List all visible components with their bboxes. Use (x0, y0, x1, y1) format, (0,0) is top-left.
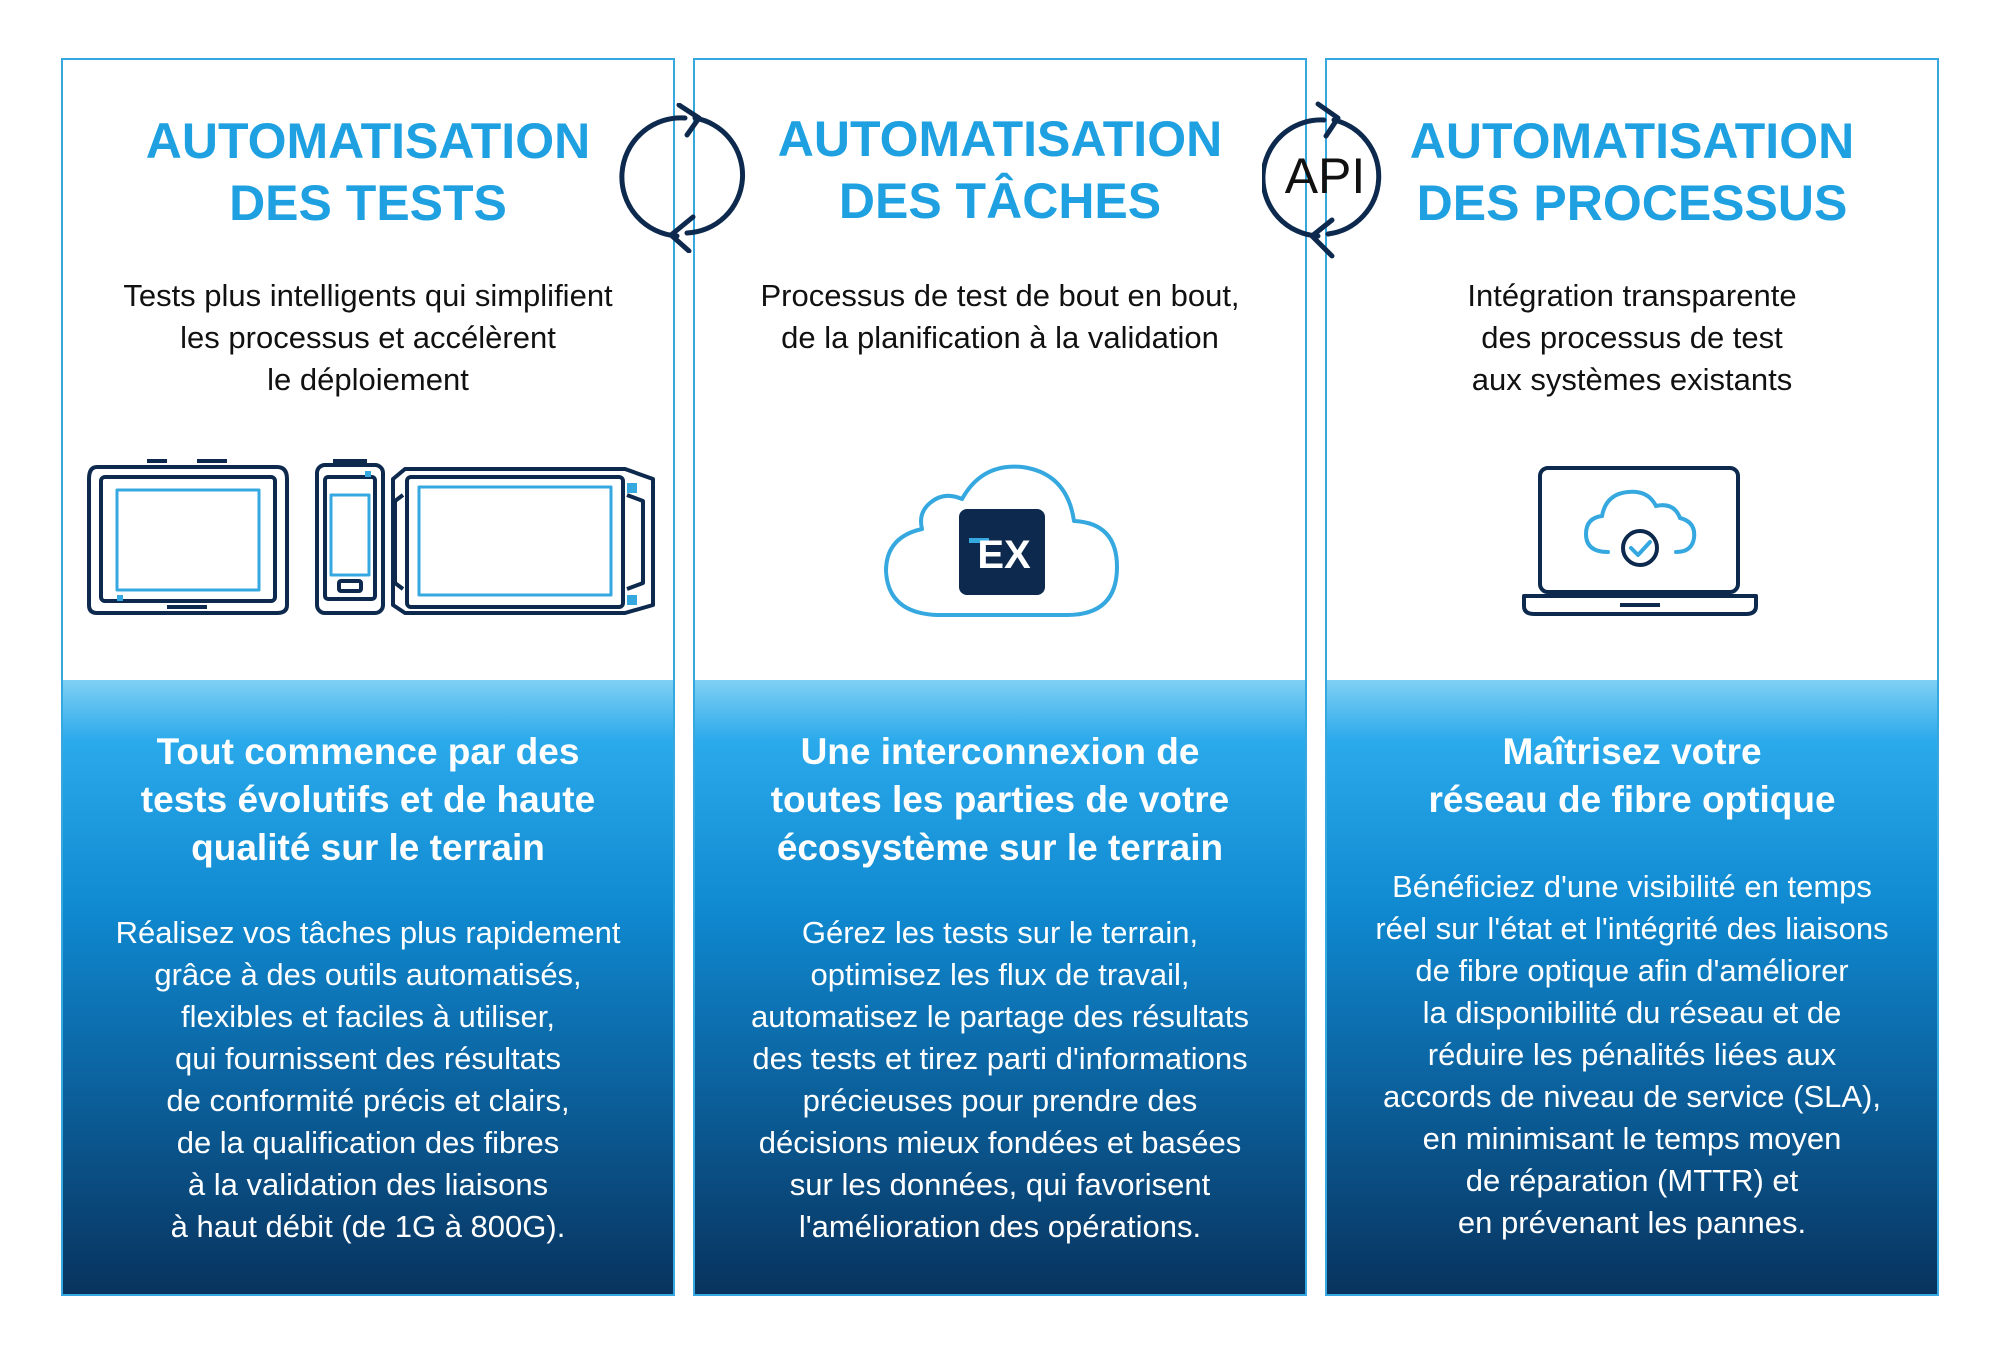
api-cycle-icon (1262, 100, 1388, 260)
band-body-line: l'amélioration des opérations. (798, 1209, 1202, 1244)
title-line: DES TESTS (229, 175, 507, 231)
title-line: DES TÂCHES (838, 173, 1162, 229)
band-body-line: des tests et tirez parti d'informations (752, 1041, 1248, 1076)
band-body-line: accords de niveau de service (SLA), (1383, 1079, 1881, 1114)
band-body-line: à la validation des liaisons (187, 1167, 549, 1202)
band-body-line: de réparation (MTTR) et (1465, 1163, 1799, 1198)
band-title-line: Une interconnexion de (800, 731, 1200, 772)
subtitle-line: Tests plus intelligents qui simplifient (123, 278, 613, 313)
subtitle-line: Processus de test de bout en bout, (760, 278, 1240, 313)
ex-logo-text: EX (977, 533, 1031, 577)
band-body-line: réel sur l'état et l'intégrité des liaisons (1375, 911, 1889, 946)
title-line: DES PROCESSUS (1416, 175, 1848, 231)
cloud-ex-icon (882, 455, 1122, 625)
subtitle-line: Intégration transparente (1467, 278, 1797, 313)
band-body-line: grâce à des outils automatisés, (154, 957, 582, 992)
band-body-line: flexibles et faciles à utiliser, (181, 999, 555, 1034)
subtitle-line: les processus et accélèrent (180, 320, 556, 355)
column-title (695, 108, 1305, 232)
band-title-line: toutes les parties de votre (770, 779, 1230, 820)
band-body-line: en prévenant les pannes. (1457, 1205, 1807, 1240)
title-line: AUTOMATISATION (1409, 113, 1855, 169)
band-body-line: Gérez les tests sur le terrain, (801, 915, 1199, 950)
band-title-line: tests évolutifs et de haute (140, 779, 596, 820)
band-body-line: Bénéficiez d'une visibilité en temps (1392, 869, 1872, 904)
band-title (1341, 728, 1923, 824)
api-label: API (1284, 148, 1366, 204)
band-body-line: précieuses pour prendre des (802, 1083, 1198, 1118)
laptop-cloud-check-icon (1520, 460, 1760, 620)
subtitle-line: aux systèmes existants (1471, 362, 1793, 397)
column-title (1327, 110, 1937, 234)
column-tests-automation (61, 58, 675, 1296)
cycle-arrows-icon (619, 103, 749, 253)
band-body-line: à haut débit (de 1G à 800G). (170, 1209, 566, 1244)
column-title (63, 110, 673, 234)
column-subtitle (1347, 275, 1917, 401)
test-devices-icon (87, 455, 657, 615)
column-tasks-automation (693, 58, 1307, 1296)
subtitle-line: de la planification à la validation (781, 320, 1219, 355)
column-subtitle (715, 275, 1285, 359)
column-band (695, 680, 1305, 1294)
band-title-line: qualité sur le terrain (191, 827, 545, 868)
title-line: AUTOMATISATION (777, 111, 1223, 167)
band-body-line: qui fournissent des résultats (175, 1041, 561, 1076)
title-line: AUTOMATISATION (145, 113, 591, 169)
band-title-line: réseau de fibre optique (1428, 779, 1836, 820)
column-band (1327, 680, 1937, 1294)
band-body-line: optimisez les flux de travail, (810, 957, 1190, 992)
band-body-line: de conformité précis et clairs, (166, 1083, 570, 1118)
band-body (73, 912, 663, 1248)
band-body-line: Réalisez vos tâches plus rapidement (115, 915, 621, 950)
band-body-line: de la qualification des fibres (176, 1125, 560, 1160)
band-body-line: réduire les pénalités liées aux (1427, 1037, 1837, 1072)
band-title-line: écosystème sur le terrain (776, 827, 1224, 868)
subtitle-line: le déploiement (267, 362, 469, 397)
band-body-line: la disponibilité du réseau et de (1422, 995, 1842, 1030)
band-body (1337, 866, 1927, 1244)
band-title-line: Maîtrisez votre (1502, 731, 1762, 772)
column-band (63, 680, 673, 1294)
band-body-line: décisions mieux fondées et basées (758, 1125, 1242, 1160)
band-body-line: automatisez le partage des résultats (751, 999, 1249, 1034)
column-subtitle (83, 275, 653, 401)
band-title-line: Tout commence par des (156, 731, 580, 772)
column-processes-automation (1325, 58, 1939, 1296)
band-body (705, 912, 1295, 1248)
band-title (709, 728, 1291, 872)
band-title (77, 728, 659, 872)
subtitle-line: des processus de test (1481, 320, 1783, 355)
band-body-line: en minimisant le temps moyen (1422, 1121, 1842, 1156)
band-body-line: de fibre optique afin d'améliorer (1415, 953, 1849, 988)
band-body-line: sur les données, qui favorisent (789, 1167, 1211, 1202)
